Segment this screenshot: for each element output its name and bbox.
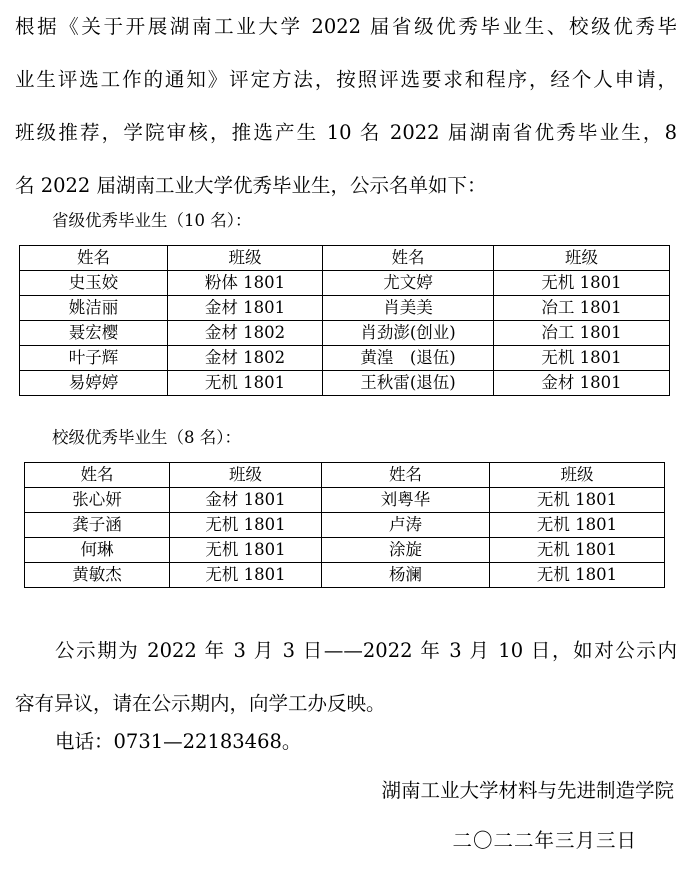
student-class: 金材 1801 (168, 296, 323, 321)
student-class: 金材 1802 (168, 346, 323, 371)
table-header-row (25, 463, 665, 488)
column-header: 班级 (170, 463, 322, 488)
student-class: 金材 1802 (168, 321, 323, 346)
table-row (20, 371, 670, 396)
student-name: 龚子涵 (25, 513, 170, 538)
table-row (20, 296, 670, 321)
notice-paragraph (15, 624, 677, 730)
intro-line: 业生评选工作的通知》评定方法，按照评选要求和程序，经个人申请， (15, 68, 677, 91)
column-header: 班级 (168, 246, 323, 271)
table-row (20, 321, 670, 346)
table-row (20, 346, 670, 371)
table-header-row (20, 246, 670, 271)
intro-paragraph (15, 0, 677, 212)
student-class: 无机 1801 (494, 271, 670, 296)
student-class: 冶工 1801 (494, 296, 670, 321)
student-name: 何琳 (25, 538, 170, 563)
student-name: 聂宏樱 (20, 321, 168, 346)
student-class: 无机 1801 (490, 563, 665, 588)
school-table (24, 462, 665, 588)
student-class: 无机 1801 (168, 371, 323, 396)
student-class: 冶工 1801 (494, 321, 670, 346)
signing-organization: 湖南工业大学材料与先进制造学院 (381, 779, 674, 802)
contact-phone: 电话：0731—22183468。 (55, 730, 302, 753)
notice-line: 容有异议，请在公示期内，向学工办反映。 (15, 692, 386, 715)
table-row (25, 563, 665, 588)
student-name: 肖美美 (323, 296, 494, 321)
student-name: 易婷婷 (20, 371, 168, 396)
table-row (20, 271, 670, 296)
student-name: 刘粤华 (322, 488, 490, 513)
provincial-table (19, 245, 670, 396)
student-class: 粉体 1801 (168, 271, 323, 296)
student-class: 无机 1801 (490, 513, 665, 538)
column-header: 班级 (494, 246, 670, 271)
student-class: 无机 1801 (170, 538, 322, 563)
column-header: 姓名 (322, 463, 490, 488)
signing-date: 二〇二二年三月三日 (452, 829, 637, 852)
student-name: 黄湟 (退伍) (323, 346, 494, 371)
student-name: 王秋雷(退伍) (323, 371, 494, 396)
intro-line: 名 2022 届湖南工业大学优秀毕业生，公示名单如下： (15, 174, 487, 197)
student-name: 叶子辉 (20, 346, 168, 371)
column-header: 班级 (490, 463, 665, 488)
column-header: 姓名 (20, 246, 168, 271)
student-name: 史玉姣 (20, 271, 168, 296)
intro-line: 班级推荐，学院审核，推选产生 10 名 2022 届湖南省优秀毕业生，8 (15, 121, 677, 144)
student-class: 无机 1801 (494, 346, 670, 371)
student-class: 无机 1801 (490, 488, 665, 513)
table-row (25, 513, 665, 538)
student-name: 涂旋 (322, 538, 490, 563)
table-row (25, 538, 665, 563)
student-name: 姚洁丽 (20, 296, 168, 321)
student-class: 金材 1801 (170, 488, 322, 513)
student-class: 无机 1801 (170, 513, 322, 538)
student-name: 张心妍 (25, 488, 170, 513)
student-name: 卢涛 (322, 513, 490, 538)
student-class: 无机 1801 (170, 563, 322, 588)
student-name: 肖劲澎(创业) (323, 321, 494, 346)
student-class: 无机 1801 (490, 538, 665, 563)
table-row (25, 488, 665, 513)
column-header: 姓名 (323, 246, 494, 271)
column-header: 姓名 (25, 463, 170, 488)
notice-line: 公示期为 2022 年 3 月 3 日——2022 年 3 月 10 日，如对公示内 (55, 639, 677, 662)
student-class: 金材 1801 (494, 371, 670, 396)
school-caption: 校级优秀毕业生（8 名）： (52, 428, 241, 447)
student-name: 黄敏杰 (25, 563, 170, 588)
provincial-caption: 省级优秀毕业生（10 名）： (52, 211, 252, 230)
student-name: 杨澜 (322, 563, 490, 588)
student-name: 尤文婷 (323, 271, 494, 296)
intro-line: 根据《关于开展湖南工业大学 2022 届省级优秀毕业生、校级优秀毕 (15, 15, 677, 38)
